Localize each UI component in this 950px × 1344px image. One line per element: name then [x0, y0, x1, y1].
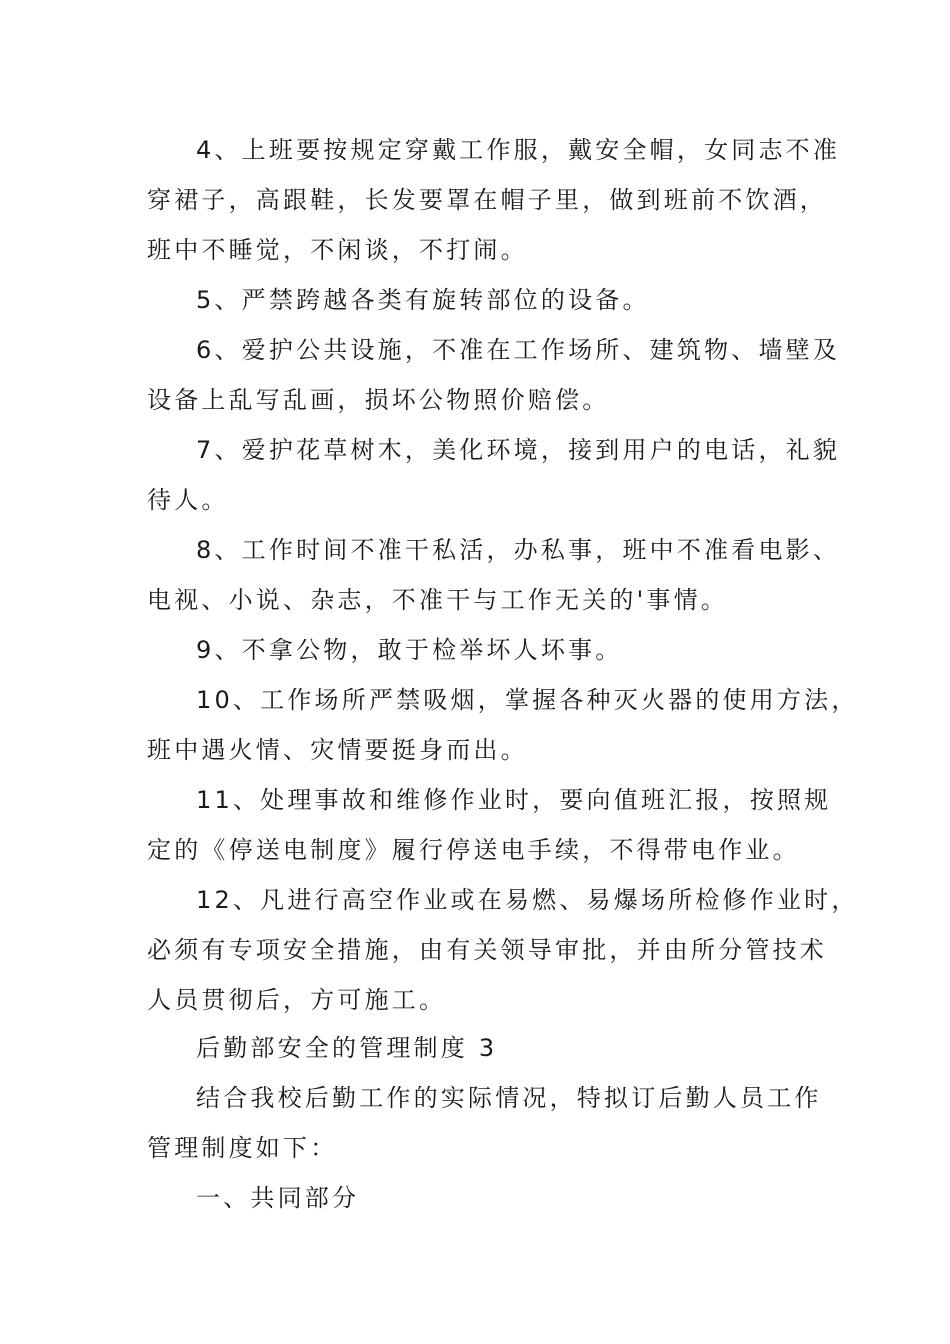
paragraph-line: 穿裙子，高跟鞋，长发要罩在帽子里，做到班前不饮酒， — [147, 186, 827, 214]
paragraph-line: 7、爱护花草树木，美化环境，接到用户的电话，礼貌 — [196, 436, 841, 464]
paragraph-line: 12、凡进行高空作业或在易燃、易爆场所检修作业时， — [196, 886, 859, 914]
paragraph-line: 班中遇火情、灾情要挺身而出。 — [147, 736, 528, 764]
paragraph-line: 定的《停送电制度》履行停送电手续，不得带电作业。 — [147, 836, 800, 864]
paragraph-line: 待人。 — [147, 486, 229, 514]
paragraph-line: 电视、小说、杂志，不准干与工作无关的'事情。 — [147, 586, 728, 614]
paragraph-line: 管理制度如下： — [147, 1134, 338, 1162]
paragraph-line: 11、处理事故和维修作业时，要向值班汇报，按照规 — [196, 786, 832, 814]
paragraph-line: 必须有专项安全措施，由有关领导审批，并由所分管技术 — [147, 936, 827, 964]
paragraph-line: 4、上班要按规定穿戴工作服，戴安全帽，女同志不准 — [196, 136, 841, 164]
paragraph-line: 8、工作时间不准干私活，办私事，班中不准看电影、 — [196, 536, 841, 564]
subsection-heading: 一、共同部分 — [196, 1184, 360, 1212]
paragraph-line: 10、工作场所严禁吸烟，掌握各种灭火器的使用方法， — [196, 686, 859, 714]
paragraph-line: 6、爱护公共设施，不准在工作场所、建筑物、墙壁及 — [196, 336, 841, 364]
paragraph-line: 9、不拿公物，敢于检举坏人坏事。 — [196, 636, 623, 664]
paragraph-line: 班中不睡觉，不闲谈，不打闹。 — [147, 236, 528, 264]
paragraph-line: 设备上乱写乱画，损坏公物照价赔偿。 — [147, 386, 610, 414]
paragraph-line: 人员贯彻后，方可施工。 — [147, 986, 447, 1014]
paragraph-line: 结合我校后勤工作的实际情况，特拟订后勤人员工作 — [196, 1084, 822, 1112]
section-heading: 后勤部安全的管理制度 3 — [196, 1034, 498, 1062]
paragraph-line: 5、严禁跨越各类有旋转部位的设备。 — [196, 286, 650, 314]
